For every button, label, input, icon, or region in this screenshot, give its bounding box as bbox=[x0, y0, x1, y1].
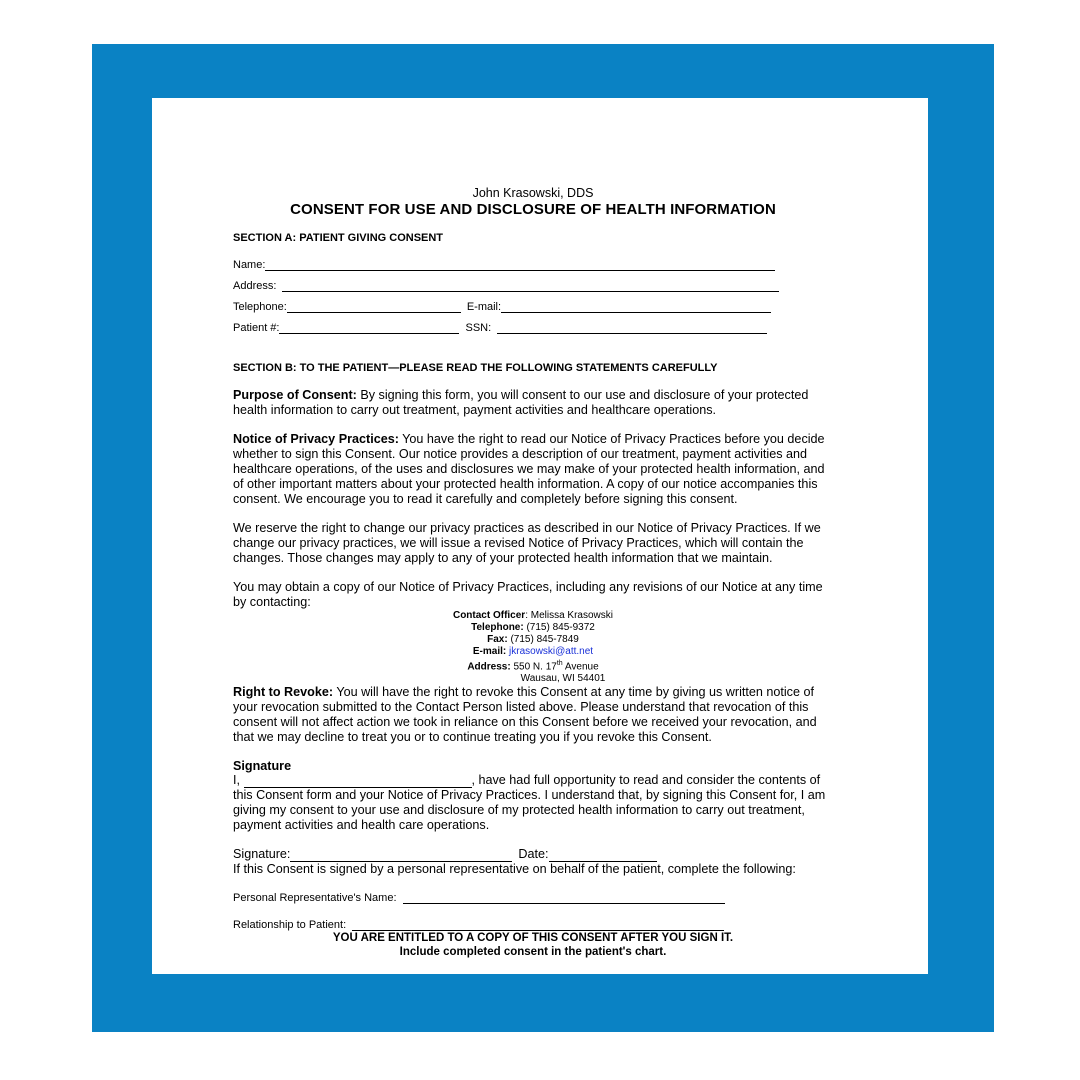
signature-heading: Signature bbox=[233, 759, 292, 774]
consent-form-page bbox=[152, 98, 928, 974]
signature-field[interactable] bbox=[290, 849, 512, 862]
email-field[interactable] bbox=[501, 301, 771, 313]
address-label: Address: bbox=[233, 280, 277, 292]
contact-officer-value: : Melissa Krasowski bbox=[525, 610, 614, 621]
signature-statement bbox=[233, 773, 833, 833]
contact-address-label: Address: bbox=[467, 661, 511, 673]
contact-address-street: Avenue bbox=[562, 661, 599, 673]
notice-text: You have the right to read our Notice of Privacy Practices before you decide whether to sign this Consent. Our notice provides a description of our treatment, payment activities and healthcare operations, of the uses and disclosures we may make of your protected health information, and of other important matters about your protected health information. A copy of our notice accompanies this consent. We encourage you to read it carefully and completely before signing this consent. bbox=[233, 432, 825, 506]
form-title: CONSENT FOR USE AND DISCLOSURE OF HEALTH INFORMATION bbox=[290, 201, 776, 218]
contact-fax-value: (715) 845-7849 bbox=[507, 634, 579, 645]
form-content bbox=[233, 186, 833, 959]
email-label: E-mail: bbox=[466, 301, 502, 313]
rep-name-row bbox=[233, 891, 833, 904]
i-label: I, bbox=[233, 773, 240, 788]
address-field[interactable] bbox=[282, 280, 779, 292]
purpose-paragraph bbox=[233, 388, 833, 418]
doctor-name: John Krasowski, DDS bbox=[472, 186, 594, 200]
patient-name-signature-field[interactable] bbox=[244, 775, 472, 788]
footer-line-2: Include completed consent in the patient's chart. bbox=[399, 946, 667, 959]
revoke-paragraph bbox=[233, 685, 833, 745]
contact-telephone-label: Telephone: bbox=[471, 622, 524, 633]
telephone-label: Telephone: bbox=[233, 301, 287, 313]
signature-date-row bbox=[233, 847, 833, 862]
address-row bbox=[233, 279, 833, 292]
contact-email-link[interactable]: jkrasowski@att.net bbox=[509, 646, 594, 657]
contact-address-city: Wausau, WI 54401 bbox=[520, 673, 606, 685]
notice-title: Notice of Privacy Practices: bbox=[233, 432, 399, 446]
footer-notice bbox=[233, 931, 833, 959]
rep-name-field[interactable] bbox=[403, 892, 725, 904]
contact-address-value: 550 N. 17 bbox=[510, 661, 557, 673]
representative-note: If this Consent is signed by a personal representative on behalf of the patient, complete the following: bbox=[233, 862, 796, 877]
contact-email-label: E-mail: bbox=[472, 646, 507, 657]
telephone-field[interactable] bbox=[287, 301, 461, 313]
revoke-text: You will have the right to revoke this Consent at any time by giving us written notice of your revocation submitted to the Contact Person listed above. Please understand that revocation of this consent will not affect action we took in reliance on this Consent before we received your revocation, and that we may decline to treat you or to continue treating you if you revoke this Consent. bbox=[233, 685, 817, 745]
purpose-title: Purpose of Consent: bbox=[233, 388, 357, 402]
contact-fax-label: Fax: bbox=[487, 634, 508, 645]
name-row bbox=[233, 258, 833, 271]
contact-telephone-value: (715) 845-9372 bbox=[523, 622, 595, 633]
date-label: Date: bbox=[518, 847, 549, 862]
rep-name-label: Personal Representative's Name: bbox=[233, 892, 397, 905]
patient-ssn-row bbox=[233, 321, 833, 334]
contact-block bbox=[233, 610, 833, 685]
statement-text: , have had full opportunity to read and consider the contents of this Consent form and your Notice of Privacy Practices. I understand that, by signing this Consent for, I am giving my consent to your use and disclosure of my protected health information to carry out treatment, payment activities and health care operations. bbox=[233, 773, 826, 833]
contact-officer-label: Contact Officer bbox=[452, 610, 526, 621]
obtain-paragraph: You may obtain a copy of our Notice of Privacy Practices, including any revisions of our Notice at any time by contacting: bbox=[233, 580, 823, 609]
relationship-field[interactable] bbox=[352, 920, 724, 931]
purpose-text: By signing this form, you will consent to our use and disclosure of your protected health information to carry out treatment, payment activities and healthcare operations. bbox=[233, 388, 809, 417]
contact-address-sup: th bbox=[556, 660, 563, 667]
date-field[interactable] bbox=[549, 849, 657, 862]
signature-label: Signature: bbox=[233, 847, 291, 862]
footer-line-1: YOU ARE ENTITLED TO A COPY OF THIS CONSENT AFTER YOU SIGN IT. bbox=[332, 932, 734, 945]
revoke-title: Right to Revoke: bbox=[233, 685, 334, 700]
section-a-heading: SECTION A: PATIENT GIVING CONSENT bbox=[233, 232, 444, 244]
name-label: Name: bbox=[233, 259, 266, 271]
relationship-row bbox=[233, 918, 833, 931]
patient-number-field[interactable] bbox=[279, 322, 459, 334]
relationship-label: Relationship to Patient: bbox=[233, 919, 347, 932]
ssn-field[interactable] bbox=[497, 322, 767, 334]
notice-paragraph bbox=[233, 432, 833, 507]
patient-number-label: Patient #: bbox=[233, 322, 280, 334]
name-field[interactable] bbox=[265, 259, 775, 271]
section-b-heading: SECTION B: TO THE PATIENT—PLEASE READ THE FOLLOWING STATEMENTS CAREFULLY bbox=[233, 362, 718, 374]
telephone-email-row bbox=[233, 300, 833, 313]
ssn-label: SSN: bbox=[465, 322, 492, 334]
reserve-paragraph: We reserve the right to change our privacy practices as described in our Notice of Privacy Practices. If we change our privacy practices, we will issue a revised Notice of Privacy Practices, which will contain the changes. Those changes may apply to any of your protected health information that we maintain. bbox=[233, 521, 821, 565]
